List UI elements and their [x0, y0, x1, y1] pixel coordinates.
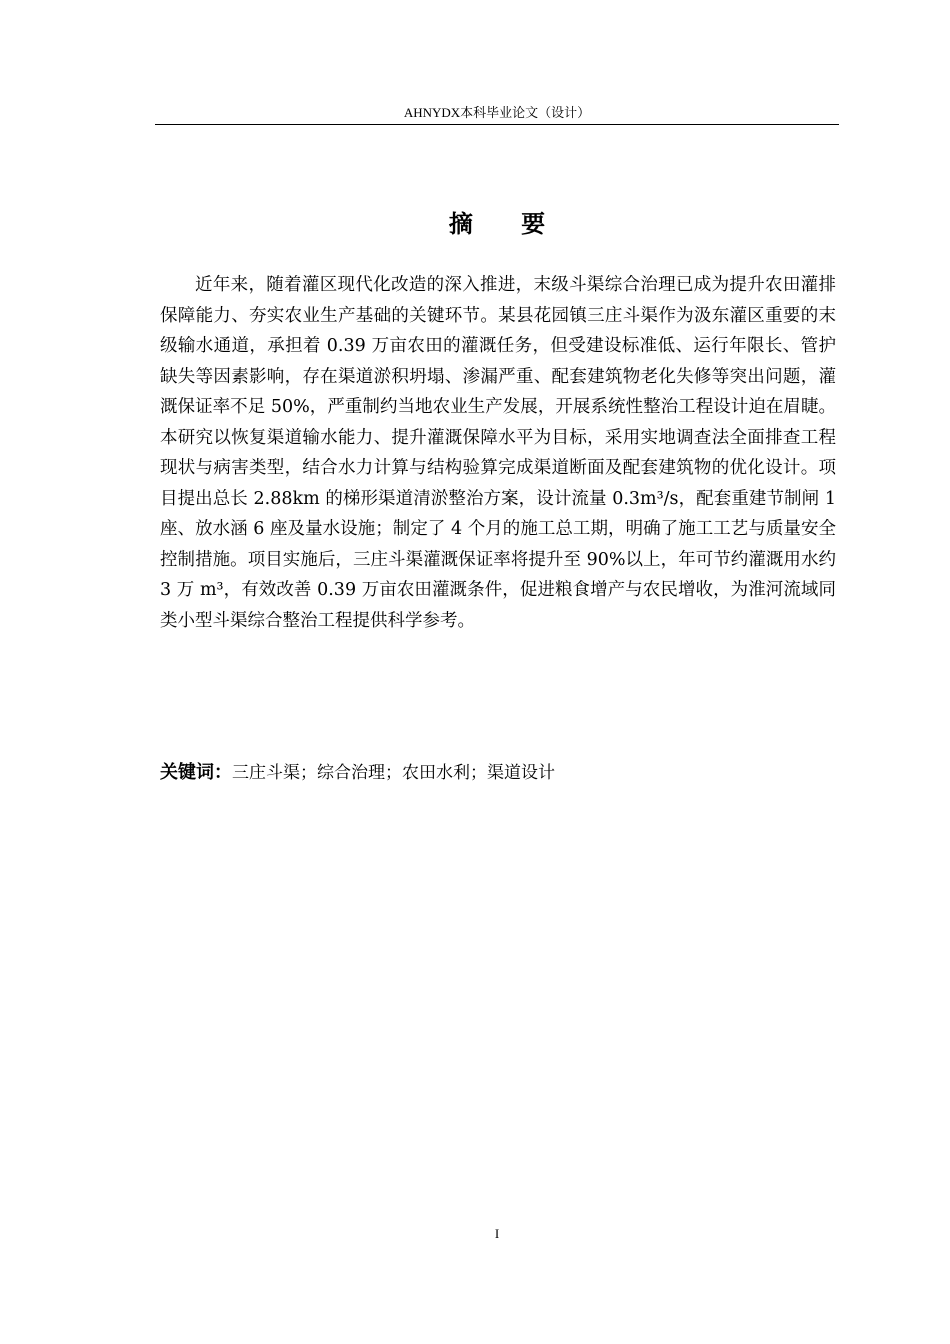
page-header: AHNYDX本科毕业论文（设计） [155, 106, 839, 125]
keywords-label: 关键词： [160, 762, 232, 783]
keywords-line [160, 759, 836, 787]
abstract-body: 近年来，随着灌区现代化改造的深入推进，末级斗渠综合治理已成为提升农田灌排保障能力、夯实农业生产基础的关键环节。某县花园镇三庄斗渠作为汲东灌区重要的末级输水通道，承担着 0.39 万亩农田的灌溉任务，但受建设标准低、运行年限长、管护缺失等因素影响，存在渠道淤积坍塌、渗漏严重、配套建筑物老化失修等突出问题，灌溉保证率不足 50%，严重制约当地农业生产发展，开展系统性整治工程设计迫在眉睫。本研究以恢复渠道输水能力、提升灌溉保障水平为目标，采用实地调查法全面排查工程现状与病害类型，结合水力计算与结构验算完成渠道断面及配套建筑物的优化设计。项目提出总长 2.88km 的梯形渠道清淤整治方案，设计流量 0.3m³/s，配套重建节制闸 1 座、放水涵 6 座及量水设施；制定了 4 个月的施工总工期，明确了施工工艺与质量安全控制措施。项目实施后，三庄斗渠灌溉保证率将提升至 90%以上，年可节约灌溉用水约 3 万 m³，有效改善 0.39 万亩农田灌溉条件，促进粮食增产与农民增收，为淮河流域同类小型斗渠综合整治工程提供科学参考。 [160, 275, 836, 631]
keywords-text: 三庄斗渠；综合治理；农田水利；渠道设计 [232, 763, 555, 783]
abstract-title: 摘 要 [448, 210, 566, 238]
page-number: I [494, 1226, 500, 1241]
